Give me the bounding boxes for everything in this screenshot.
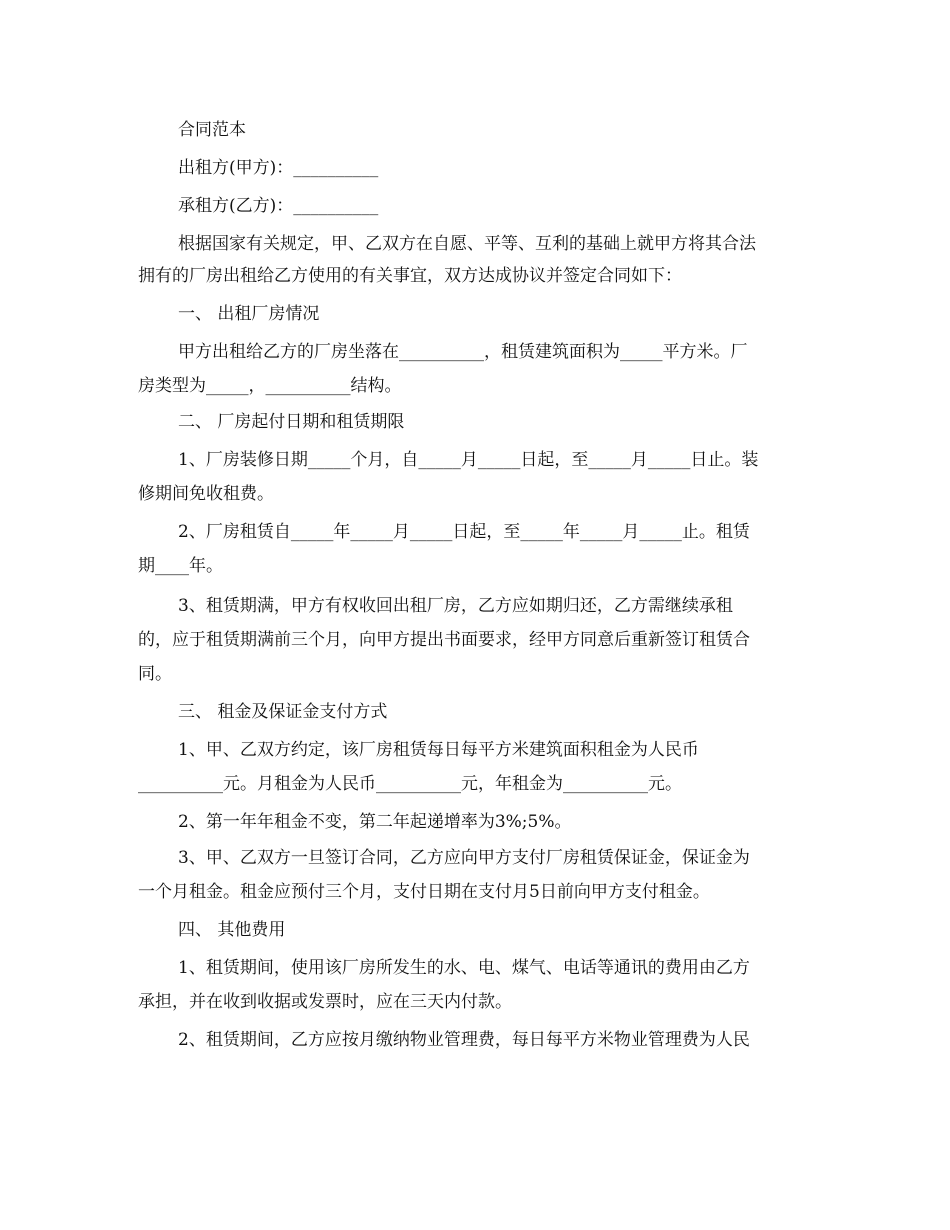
section-heading: 一、 出租厂房情况 — [178, 304, 320, 324]
lessee-line: 承租方(乙方)：__________ — [178, 196, 379, 216]
paragraph-line: 1、甲、乙双方约定，该厂房租赁每日每平方米建筑面积租金为人民币 — [178, 740, 699, 760]
section-heading: 三、 租金及保证金支付方式 — [178, 702, 388, 722]
paragraph-line: 根据国家有关规定，甲、乙双方在自愿、平等、互利的基础上就甲方将其合法 — [178, 234, 756, 254]
paragraph-line: 一个月租金。租金应预付三个月，支付日期在支付月5日前向甲方支付租金。 — [138, 882, 710, 902]
lessor-line: 出租方(甲方)：__________ — [178, 158, 379, 178]
paragraph-line: 修期间免收租费。 — [138, 484, 274, 504]
paragraph-line: 期____年。 — [138, 556, 223, 576]
paragraph-line: 拥有的厂房出租给乙方使用的有关事宜，双方达成协议并签定合同如下： — [138, 266, 682, 286]
paragraph-line: 同。 — [138, 664, 172, 684]
paragraph-line: 2、第一年年租金不变，第二年起递增率为3%;5%。 — [178, 812, 572, 832]
paragraph-line: 房类型为_____，__________结构。 — [138, 376, 402, 396]
section-heading: 二、 厂房起付日期和租赁期限 — [178, 412, 405, 432]
paragraph-line: 3、租赁期满，甲方有权收回出租厂房，乙方应如期归还，乙方需继续承租 — [178, 596, 733, 616]
paragraph-line: 2、厂房租赁自_____年_____月_____日起，至_____年_____月_____止。租赁 — [178, 522, 750, 542]
paragraph-line: 的，应于租赁期满前三个月，向甲方提出书面要求，经甲方同意后重新签订租赁合 — [138, 630, 750, 650]
paragraph-line: 3、甲、乙双方一旦签订合同，乙方应向甲方支付厂房租赁保证金，保证金为 — [178, 848, 750, 868]
paragraph-line: __________元。月租金为人民币__________元，年租金为__________元。 — [138, 774, 682, 794]
paragraph-line: 2、租赁期间，乙方应按月缴纳物业管理费，每日每平方米物业管理费为人民 — [178, 1030, 750, 1050]
paragraph-line: 1、厂房装修日期_____个月，自_____月_____日起，至_____月_____日止。装 — [178, 450, 759, 470]
section-heading: 四、 其他费用 — [178, 920, 286, 940]
paragraph-line: 甲方出租给乙方的厂房坐落在__________，租赁建筑面积为_____平方米。厂 — [178, 342, 748, 362]
paragraph-line: 承担，并在收到收据或发票时，应在三天内付款。 — [138, 992, 512, 1012]
paragraph-line: 1、租赁期间，使用该厂房所发生的水、电、煤气、电话等通讯的费用由乙方 — [178, 958, 750, 978]
document-title: 合同范本 — [178, 120, 246, 140]
